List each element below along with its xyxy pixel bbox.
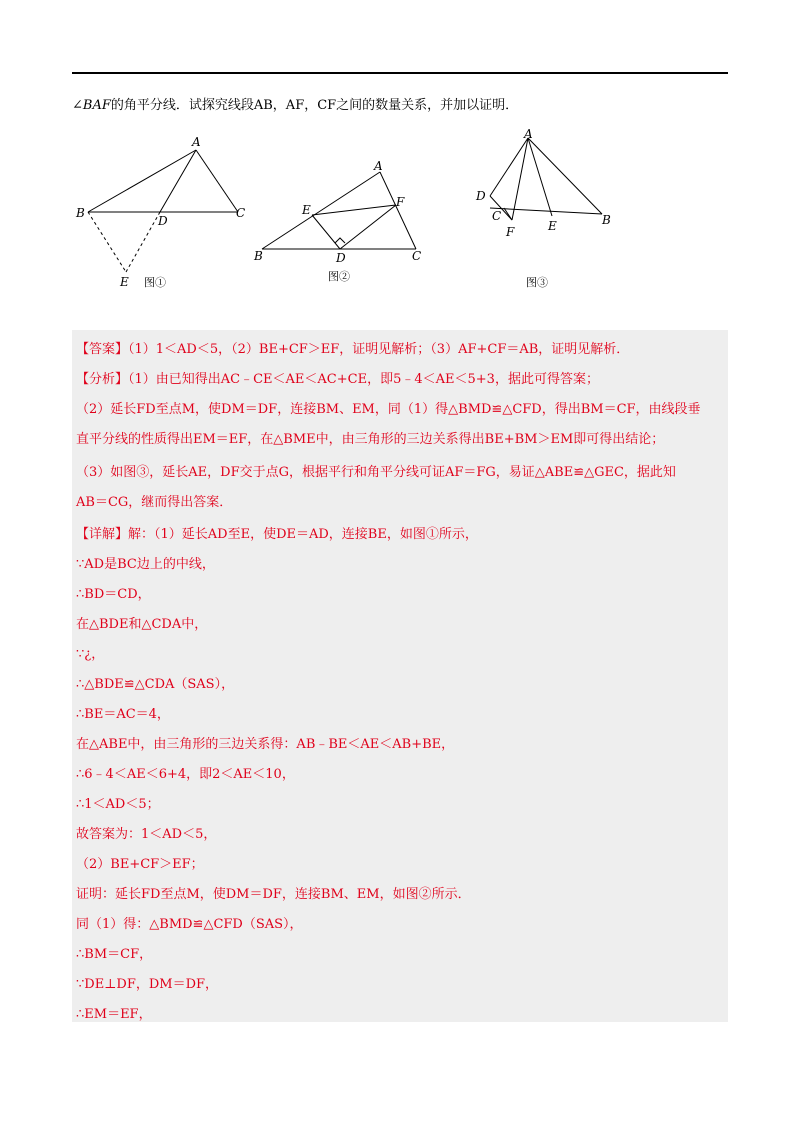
detail-line-14: 同（1）得：△BMD≌△CFD（SAS）， <box>76 917 303 932</box>
detail-line-17: ∴EM＝EF， <box>76 1007 152 1022</box>
fig3-label-e: E <box>548 219 557 233</box>
intro-text: 的角平分线．试探究线段AB，AF，CF之间的数量关系，并加以证明． <box>110 98 519 113</box>
detail-line-10: ∴1＜AD＜5； <box>76 797 160 812</box>
analysis-line-3: 直平分线的性质得出EM＝EF，在△BME中，由三角形的三边关系得出BE+BM＞EM即可得出结论； <box>76 432 665 447</box>
geometry-figures <box>72 128 632 298</box>
fig1-label-d: D <box>158 214 168 228</box>
fig1-label-e: E <box>120 275 129 289</box>
fig2-label-c: C <box>412 249 422 263</box>
header-rule <box>72 72 728 74</box>
angle-label: ∠BAF <box>72 98 111 113</box>
fig3-label-f: F <box>506 225 515 239</box>
problem-intro <box>72 96 728 116</box>
fig2-label-a: A <box>374 159 383 173</box>
fig3-label-b: B <box>602 213 611 227</box>
detail-line-13: 证明：延长FD至点M，使DM＝DF，连接BM、EM，如图②所示． <box>76 887 471 902</box>
detail-line-16: ∵DE⊥DF，DM＝DF， <box>76 977 219 992</box>
detail-line-6: ∴△BDE≌△CDA（SAS）， <box>76 677 235 692</box>
fig1-label-b: B <box>76 206 85 220</box>
fig3-label-a: A <box>524 128 533 141</box>
detail-line-8: 在△ABE中，由三角形的三边关系得：AB﹣BE＜AE＜AB+BE， <box>76 737 455 752</box>
detail-line-1: 【详解】解：（1）延长AD至E，使DE＝AD，连接BE，如图①所示， <box>76 527 478 542</box>
fig3-label-d: D <box>476 189 486 203</box>
detail-line-12: （2）BE+CF＞EF； <box>76 857 204 872</box>
fig2-label-e: E <box>302 203 311 217</box>
fig1-label-a: A <box>192 135 201 149</box>
detail-line-7: ∴BE＝AC＝4， <box>76 707 170 722</box>
fig2-label-b: B <box>254 249 263 263</box>
fig2-caption: 图② <box>328 270 350 283</box>
fig2-label-d: D <box>336 251 346 265</box>
analysis-line-4: （3）如图③，延长AE，DF交于点G，根据平行和角平分线可证AF＝FG，易证△ABE≌△GEC，据此知 <box>76 465 676 480</box>
fig1-label-c: C <box>236 206 246 220</box>
analysis-line-2: （2）延长FD至点M，使DM＝DF，连接BM、EM，同（1）得△BMD≌△CFD，得出BM＝CF，由线段垂 <box>76 402 701 417</box>
detail-line-11: 故答案为：1＜AD＜5， <box>76 827 217 842</box>
analysis-line-1: 【分析】（1）由已知得出AC﹣CE＜AE＜AC+CE，即5﹣4＜AE＜5+3，据此可得答案； <box>76 372 599 387</box>
fig3-caption: 图③ <box>526 276 548 289</box>
answer-line: 【答案】（1）1＜AD＜5，（2）BE+CF＞EF，证明见解析；（3）AF+CF＝AB，证明见解析． <box>76 342 630 357</box>
fig1-caption: 图① <box>144 276 166 289</box>
detail-line-3: ∴BD＝CD， <box>76 587 151 602</box>
detail-line-15: ∴BM＝CF， <box>76 947 153 962</box>
fig2-label-f: F <box>396 195 405 209</box>
detail-line-2: ∵AD是BC边上的中线， <box>76 557 215 572</box>
detail-line-4: 在△BDE和△CDA中， <box>76 617 208 632</box>
detail-line-9: ∴6﹣4＜AE＜6+4，即2＜AE＜10， <box>76 767 295 782</box>
analysis-line-5: AB＝CG，继而得出答案． <box>76 495 233 510</box>
fig3-label-c: C <box>492 209 502 223</box>
detail-line-5: ∵¿， <box>76 647 105 662</box>
